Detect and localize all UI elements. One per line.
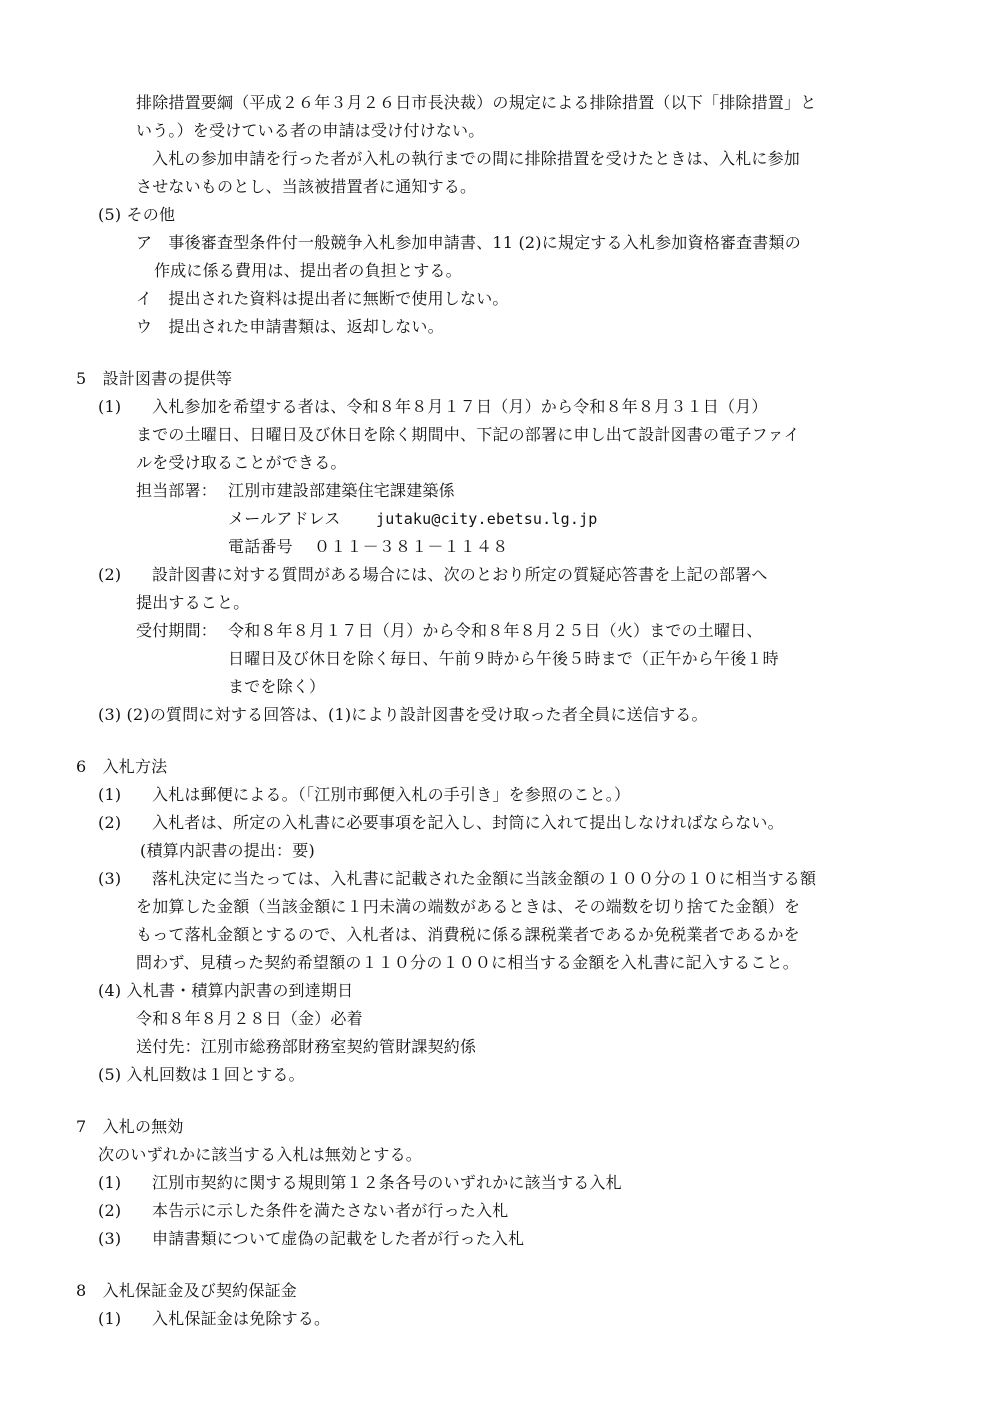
dept-value: 江別市建設部建築住宅課建築係 <box>228 481 455 500</box>
section-5-p1-line-1: 入札参加を希望する者は、令和８年８月１７日（月）から令和８年８月３１日（月） <box>152 397 768 416</box>
period-line-1: 令和８年８月１７日（月）から令和８年８月２５日（火）までの土曜日、 <box>228 621 763 640</box>
section-6-p4-date: 令和８年８月２８日（金）必着 <box>136 1009 363 1028</box>
section-5-p1-line-2: までの土曜日、日曜日及び休日を除く期間中、下記の部署に申し出て設計図書の電子ファイ <box>136 425 800 444</box>
tel-label: 電話番号 <box>228 537 293 556</box>
section-6-p2-line-2: (積算内訳書の提出：要) <box>140 841 315 860</box>
section-5-p1-number: (1) <box>98 397 122 416</box>
section-7-p2-number: (2) <box>98 1201 122 1220</box>
section-8-heading: 8 入札保証金及び契約保証金 <box>76 1281 297 1300</box>
section-7-intro: 次のいずれかに該当する入札は無効とする。 <box>98 1145 423 1164</box>
section-6-p1-number: (1) <box>98 785 122 804</box>
section-5-p3: (3) (2)の質問に対する回答は、(1)により設計図書を受け取った者全員に送信する。 <box>98 705 708 724</box>
mail-value: jutaku@city.ebetsu.lg.jp <box>376 510 598 528</box>
section-7-p3-number: (3) <box>98 1229 122 1248</box>
intro-line-2: いう。）を受けている者の申請は受け付けない。 <box>136 121 485 140</box>
section-7-p3: 申請書類について虚偽の記載をした者が行った入札 <box>152 1229 525 1248</box>
period-label: 受付期間： <box>136 621 218 640</box>
section-7-heading: 7 入札の無効 <box>76 1117 184 1136</box>
section-7-p1: 江別市契約に関する規則第１２条各号のいずれかに該当する入札 <box>152 1173 622 1192</box>
section-6-p3-line-3: もって落札金額とするので、入札者は、消費税に係る課税業者であるか免税業者であるかを <box>136 925 800 944</box>
section-5-p2-line-1: 設計図書に対する質問がある場合には、次のとおり所定の質疑応答書を上記の部署へ <box>152 565 768 584</box>
section-6-heading: 6 入札方法 <box>76 757 168 776</box>
intro-line-3: 入札の参加申請を行った者が入札の執行までの間に排除措置を受けたときは、入札に参加 <box>152 149 801 168</box>
mail-label: メールアドレス <box>228 509 341 528</box>
section-7-p2: 本告示に示した条件を満たさない者が行った入札 <box>152 1201 509 1220</box>
intro-line-1: 排除措置要綱（平成２６年３月２６日市長決裁）の規定による排除措置（以下「排除措置」と <box>136 93 817 112</box>
item-5-c: ウ 提出された申請書類は、返却しない。 <box>136 317 444 336</box>
section-5-p2-line-2: 提出すること。 <box>136 593 250 612</box>
section-7-p1-number: (1) <box>98 1173 122 1192</box>
period-line-2: 日曜日及び休日を除く毎日、午前９時から午後５時まで（正午から午後１時 <box>228 649 779 668</box>
section-5-p1-line-3: ルを受け取ることができる。 <box>136 453 347 472</box>
tel-value: ０１１－３８１－１１４８ <box>314 537 509 556</box>
intro-line-4: させないものとし、当該被措置者に通知する。 <box>136 177 477 196</box>
section-6-p2-number: (2) <box>98 813 122 832</box>
dept-label: 担当部署： <box>136 481 218 500</box>
section-5-heading: 5 設計図書の提供等 <box>76 369 233 388</box>
section-6-p3-line-1: 落札決定に当たっては、入札書に記載された金額に当該金額の１００分の１０に相当する額 <box>152 869 817 888</box>
item-5-heading: (5) その他 <box>98 205 176 224</box>
section-8-p1: 入札保証金は免除する。 <box>152 1309 331 1328</box>
section-6-p1: 入札は郵便による。（「江別市郵便入札の手引き」を参照のこと。） <box>152 785 631 804</box>
section-6-p2-line-1: 入札者は、所定の入札書に必要事項を記入し、封筒に入れて提出しなければならない。 <box>152 813 784 832</box>
section-8-p1-number: (1) <box>98 1309 122 1328</box>
section-6-p3-number: (3) <box>98 869 122 888</box>
item-5-a-line-2: 作成に係る費用は、提出者の負担とする。 <box>154 261 462 280</box>
item-5-a-line-1: ア 事後審査型条件付一般競争入札参加申請書、11 (2)に規定する入札参加資格審査書類の <box>136 233 801 252</box>
section-6-p4-heading: (4) 入札書・積算内訳書の到達期日 <box>98 981 354 1000</box>
section-6-p3-line-4: 問わず、見積った契約希望額の１１０分の１００に相当する金額を入札書に記入すること。 <box>136 953 799 972</box>
section-6-p5: (5) 入札回数は１回とする。 <box>98 1065 305 1084</box>
section-6-p4-destination: 送付先：江別市総務部財務室契約管財課契約係 <box>136 1037 477 1056</box>
period-line-3: までを除く） <box>228 677 326 696</box>
section-5-p2-number: (2) <box>98 565 122 584</box>
section-6-p3-line-2: を加算した金額（当該金額に１円未満の端数があるときは、その端数を切り捨てた金額）を <box>136 897 801 916</box>
item-5-b: イ 提出された資料は提出者に無断で使用しない。 <box>136 289 509 308</box>
